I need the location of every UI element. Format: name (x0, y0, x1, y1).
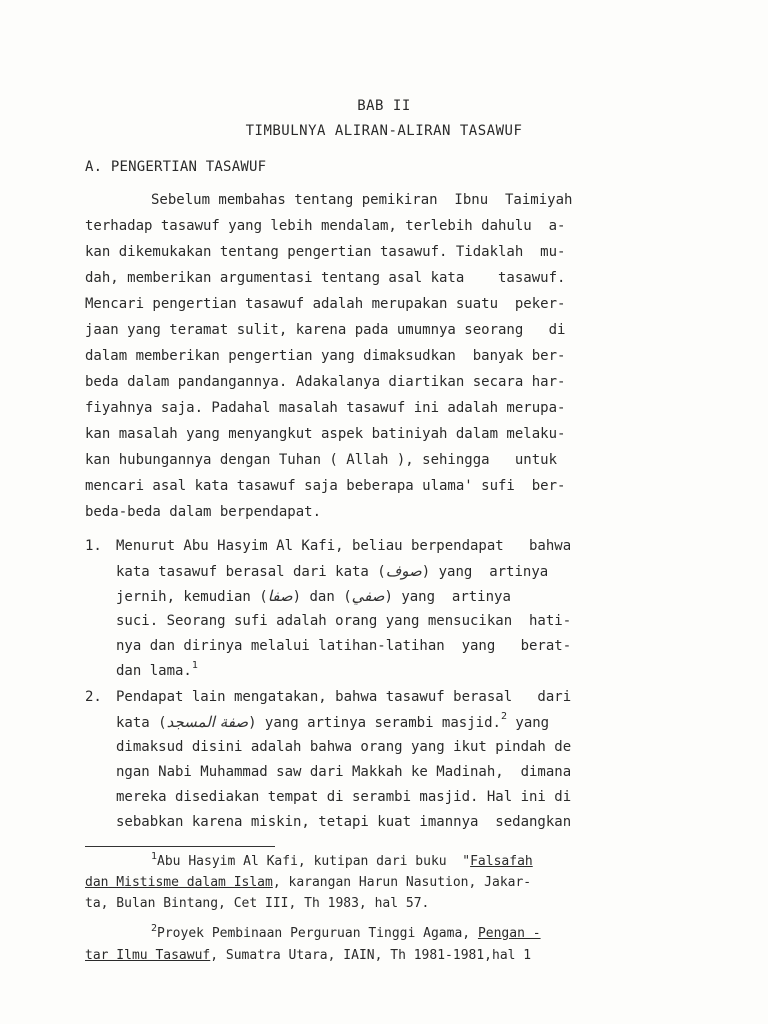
footnote-line: ta, Bulan Bintang, Cet III, Th 1983, hal 57. (85, 896, 430, 911)
paragraph-line: fiyahnya saja. Padahal masalah tasawuf ini adalah merupa- (85, 400, 566, 416)
chapter-label: BAB II (357, 98, 411, 114)
paragraph-line: Sebelum membahas tentang pemikiran Ibnu Taimiyah (151, 192, 573, 208)
list-line: Pendapat lain mengatakan, bahwa tasawuf berasal dari (116, 689, 572, 705)
list-number: 1. (85, 538, 102, 554)
section-heading: A. PENGERTIAN TASAWUF (85, 159, 267, 175)
list-line: mereka disediakan tempat di serambi masjid. Hal ini di (116, 789, 572, 805)
footnote-number: 1 (151, 851, 158, 862)
list-line: dimaksud disini adalah bahwa orang yang ikut pindah de (116, 739, 572, 755)
paragraph-line: dah, memberikan argumentasi tentang asal kata tasawuf. (85, 270, 566, 286)
footnote-line: dan Mistisme dalam Islam, karangan Harun Nasution, Jakar- (85, 875, 532, 890)
footnote-divider (85, 846, 275, 847)
paragraph-line: kan dikemukakan tentang pengertian tasawuf. Tidaklah mu- (85, 244, 566, 260)
paragraph-line: kan masalah yang menyangkut aspek batiniyah dalam melaku- (85, 426, 566, 442)
footnote-line: $^2$Proyek Pembinaan Perguruan Tinggi Agama, Pengan - (151, 923, 541, 941)
list-line: ngan Nabi Muhammad saw dari Makkah ke Madinah, dimana (116, 764, 572, 780)
list-line: suci. Seorang sufi adalah orang yang mensucikan hati- (116, 613, 572, 629)
paragraph-line: Mencari pengertian tasawuf adalah merupakan suatu peker- (85, 296, 566, 312)
paragraph-line: jaan yang teramat sulit, karena pada umumnya seorang di (85, 322, 566, 338)
footnote-ref: 1 (191, 660, 198, 671)
footnote-number: 2 (151, 923, 158, 934)
arabic-term: صفة المسجد (166, 713, 249, 731)
list-line: jernih, kemudian (صفا) dan (صفي) yang artinya (116, 587, 511, 605)
list-line: Menurut Abu Hasyim Al Kafi, beliau berpendapat bahwa (116, 538, 572, 554)
arabic-term: صفا (267, 587, 293, 605)
arabic-term: صفي (351, 587, 385, 605)
footnote-line: tar Ilmu Tasawuf, Sumatra Utara, IAIN, Th 1981-1981,hal 1 (85, 948, 532, 963)
paragraph-line: kan hubungannya dengan Tuhan ( Allah ), sehingga untuk (85, 452, 558, 468)
arabic-term: صوف (385, 562, 422, 580)
footnote-ref: 2 (500, 711, 507, 722)
list-line: kata tasawuf berasal dari kata (صوف) yang artinya (116, 562, 549, 580)
paragraph-line: dalam memberikan pengertian yang dimaksudkan banyak ber- (85, 348, 566, 364)
paragraph-line: terhadap tasawuf yang lebih mendalam, terlebih dahulu a- (85, 218, 566, 234)
paragraph-line: beda-beda dalam berpendapat. (85, 504, 322, 520)
list-line: kata (صفة المسجد) yang artinya serambi masjid.$^2$ yang (116, 711, 550, 731)
list-line: dan lama.$^1$ (116, 660, 198, 679)
paragraph-line: beda dalam pandangannya. Adakalanya diartikan secara har- (85, 374, 566, 390)
chapter-title: TIMBULNYA ALIRAN-ALIRAN TASAWUF (245, 123, 523, 139)
list-line: sebabkan karena miskin, tetapi kuat imannya sedangkan (116, 814, 572, 830)
list-number: 2. (85, 689, 102, 705)
paragraph-line: mencari asal kata tasawuf saja beberapa ulama' sufi ber- (85, 478, 566, 494)
footnote-line: $^1$Abu Hasyim Al Kafi, kutipan dari buku "Falsafah (151, 851, 533, 869)
list-line: nya dan dirinya melalui latihan-latihan yang berat- (116, 638, 572, 654)
